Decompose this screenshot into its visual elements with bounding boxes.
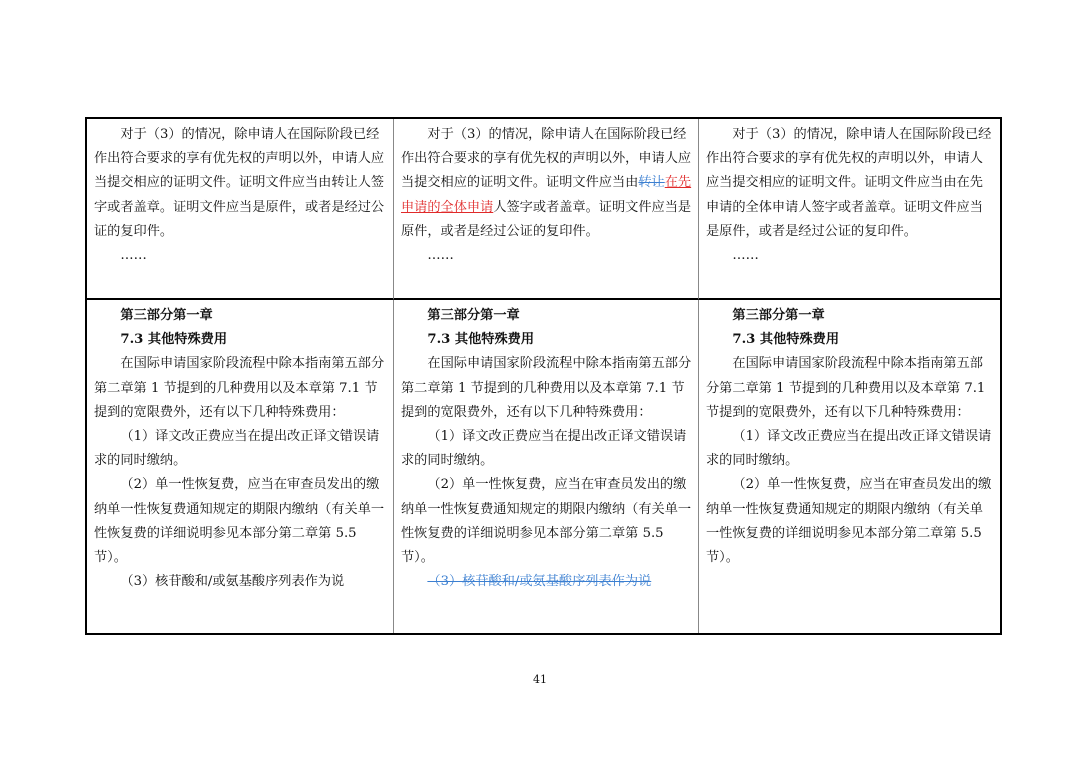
section-heading: 7.3 其他特殊费用 [427,332,535,348]
fee-item-3: （3）核苷酸和/或氨基酸序列表作为说 [120,574,345,590]
revised-text-cell [393,119,699,300]
deleted-text: 转让 [638,175,665,191]
original-text-cell [87,119,393,300]
fee-item-1: （1）译文改正费应当在提出改正译文错误请求的同时缴纳。 [401,429,687,469]
unchanged-text: 人签字或者盖章。证明文件应当是原件，或者是经过公证的复印件。 [401,199,692,239]
comparison-table [85,117,1002,635]
section-heading: 7.3 其他特殊费用 [120,332,228,348]
revised-fees-cell [393,300,699,633]
original-fees-cell [87,300,393,633]
fee-item-2: （2）单一性恢复费，应当在审查员发出的缴纳单一性恢复费通知规定的期限内缴纳（有关单一性恢复费的详细说明参见本部分第二章第 5.5 节）。 [401,477,692,566]
deleted-text: （3）核苷酸和/或氨基酸序列表作为说 [427,574,652,590]
ellipsis: …… [120,248,147,264]
final-fees-cell [699,300,1000,633]
fee-item-2: （2）单一性恢复费，应当在审查员发出的缴纳单一性恢复费通知规定的期限内缴纳（有关单一性恢复费的详细说明参见本部分第二章第 5.5 节）。 [94,477,385,566]
fees-intro-paragraph: 在国际申请国家阶段流程中除本指南第五部分第二章第 1 节提到的几种费用以及本章第 7.1 节提到的宽限费外，还有以下几种特殊费用： [401,356,692,420]
page-number: 41 [533,673,547,686]
inserted-text: 在先申请的全体申请 [401,175,692,215]
fee-item-1: （1）译文改正费应当在提出改正译文错误请求的同时缴纳。 [706,429,992,469]
final-priority-paragraph: 对于（3）的情况，除申请人在国际阶段已经作出符合要求的享有优先权的声明以外，申请人应当提交相应的证明文件。证明文件应当由在先申请的全体申请人签字或者盖章。证明文件应当是原件，或者是经过公证的复印件。 [706,127,992,239]
part-heading: 第三部分第一章 [427,308,520,323]
ellipsis: …… [732,248,759,264]
unchanged-text: 对于（3）的情况，除申请人在国际阶段已经作出符合要求的享有优先权的声明以外，申请人应当提交相应的证明文件。证明文件应当由 [401,127,692,191]
fee-item-3-deleted [401,570,693,594]
fee-item-1: （1）译文改正费应当在提出改正译文错误请求的同时缴纳。 [94,429,380,469]
fee-item-2: （2）单一性恢复费，应当在审查员发出的缴纳单一性恢复费通知规定的期限内缴纳（有关单一性恢复费的详细说明参见本部分第二章第 5.5 节）。 [706,477,992,566]
fees-intro-paragraph: 在国际申请国家阶段流程中除本指南第五部分第二章第 1 节提到的几种费用以及本章第 7.1 节提到的宽限费外，还有以下几种特殊费用： [94,356,385,420]
revised-priority-paragraph [401,123,693,244]
original-priority-paragraph: 对于（3）的情况，除申请人在国际阶段已经作出符合要求的享有优先权的声明以外，申请人应当提交相应的证明文件。证明文件应当由转让人签字或者盖章。证明文件应当是原件，或者是经过公证的复印件。 [94,127,385,239]
part-heading: 第三部分第一章 [120,308,213,323]
final-text-cell [699,119,1000,300]
fees-intro-paragraph: 在国际申请国家阶段流程中除本指南第五部分第二章第 1 节提到的几种费用以及本章第 7.1 节提到的宽限费外，还有以下几种特殊费用： [706,356,990,420]
ellipsis: …… [427,248,454,264]
section-heading: 7.3 其他特殊费用 [732,332,840,348]
part-heading: 第三部分第一章 [732,308,825,323]
